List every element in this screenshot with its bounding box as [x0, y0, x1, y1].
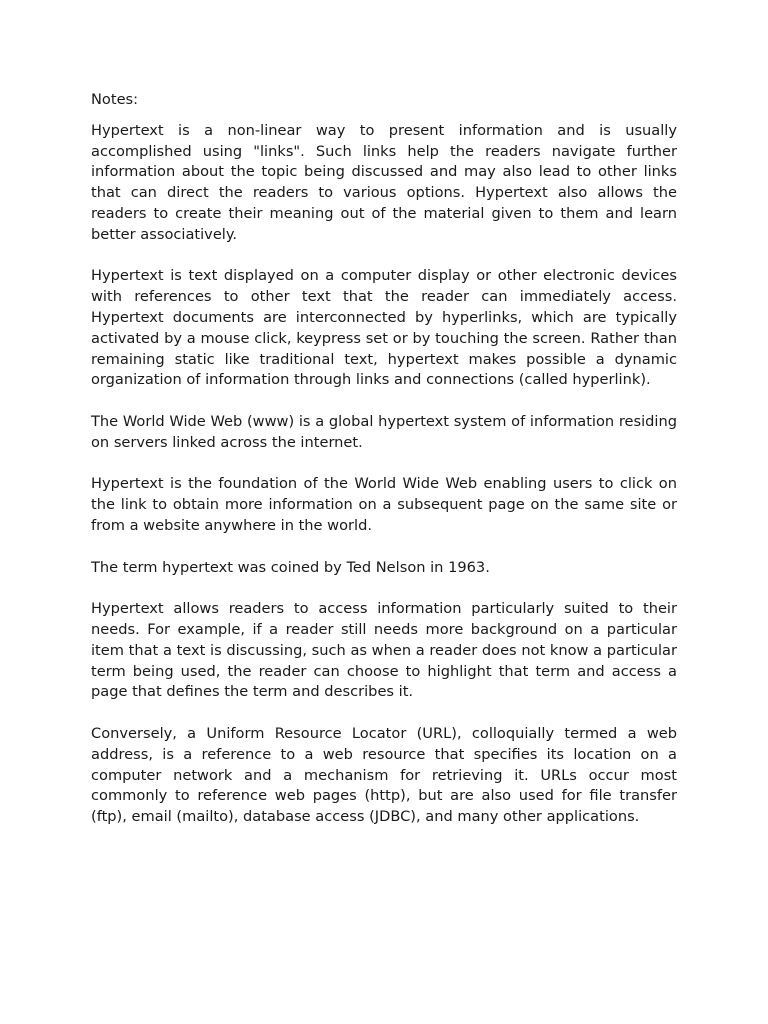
- paragraph-web-foundation: Hypertext is the foundation of the World Wide Web enabling users to click on the link to obtain more information on a subsequent page on the same site or from a website anywhere in the world.: [91, 475, 677, 534]
- notes-heading: Notes:: [91, 91, 139, 108]
- document-page: [91, 90, 677, 828]
- paragraph-reader-needs: Hypertext allows readers to access information particularly suited to their needs. For example, if a reader still needs more background on a particular item that a text is discussing, such as when a reader does not know a particular term being used, the reader can choose to highlight that term and access a page that defines the term and describes it.: [91, 600, 677, 701]
- paragraph-hypertext-definition: Hypertext is a non-linear way to present information and is usually accomplished using "links". Such links help the readers navigate further information about the topic being discussed and may also lead to other links that can direct the readers to various options. Hypertext also allows the readers to create their meaning out of the material given to them and learn better associatively.: [91, 121, 677, 243]
- paragraph-world-wide-web: The World Wide Web (www) is a global hypertext system of information residing on servers linked across the internet.: [91, 412, 677, 451]
- paragraph-term-origin: The term hypertext was coined by Ted Nelson in 1963.: [91, 558, 490, 576]
- paragraph-hypertext-display: Hypertext is text displayed on a computer display or other electronic devices with references to other text that the reader can immediately access. Hypertext documents are interconnected by hyperlinks, which are typically activated by a mouse click, keypress set or by touching the screen. Rather than remaining static like traditional text, hypertext makes possible a dynamic organization of information through links and connections (called hyperlink).: [91, 267, 677, 389]
- paragraph-url: Conversely, a Uniform Resource Locator (URL), colloquially termed a web address, is a reference to a web resource that specifies its location on a computer network and a mechanism for retrieving it. URLs occur most commonly to reference web pages (http), but are also used for file transfer (ftp), email (mailto), database access (JDBC), and many other applications.: [91, 724, 677, 826]
